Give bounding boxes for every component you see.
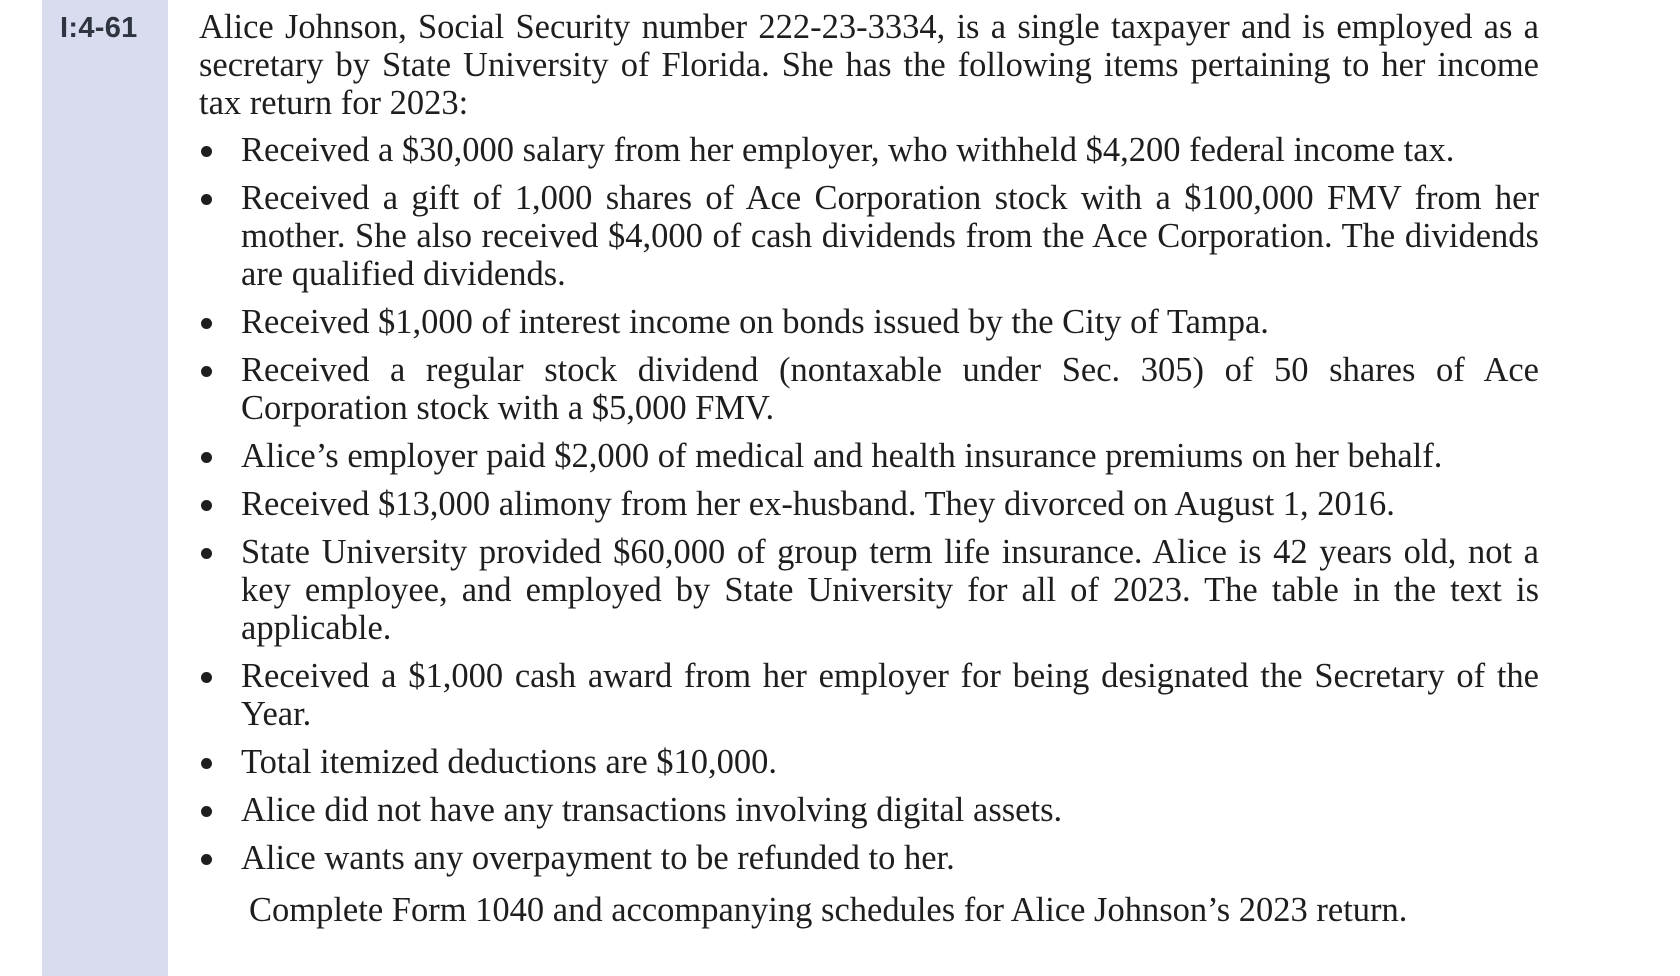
- bullet-icon: [201, 194, 212, 205]
- bullet-icon: [201, 452, 212, 463]
- fact-text: Total itemized deductions are $10,000.: [241, 743, 778, 781]
- fact-item-digital-assets: [199, 791, 1539, 829]
- bullet-icon: [201, 806, 212, 817]
- fact-text: Received a regular stock dividend (nontaxable under Sec. 305) of 50 shares of Ace Corporation stock with a $5,000 FMV.: [241, 351, 1539, 427]
- bullet-icon: [201, 758, 212, 769]
- problem-instruction: Complete Form 1040 and accompanying schedules for Alice Johnson’s 2023 return.: [249, 891, 1408, 929]
- fact-item-itemized-deductions: [199, 743, 1539, 781]
- bullet-icon: [201, 854, 212, 865]
- fact-text: Alice wants any overpayment to be refunded to her.: [241, 839, 955, 877]
- fact-list: [199, 131, 1539, 877]
- fact-text: State University provided $60,000 of group term life insurance. Alice is 42 years old, not a key employee, and employed by State University for all of 2023. The table in the text is applicable.: [241, 533, 1539, 647]
- fact-item-municipal-interest: [199, 303, 1539, 341]
- fact-item-life-insurance: [199, 533, 1539, 647]
- fact-text: Received $1,000 of interest income on bonds issued by the City of Tampa.: [241, 303, 1269, 341]
- fact-item-gift-stock: [199, 179, 1539, 293]
- bullet-icon: [201, 146, 212, 157]
- problem-body: [199, 8, 1539, 929]
- fact-item-salary: [199, 131, 1539, 169]
- bullet-icon: [201, 672, 212, 683]
- problem-intro: Alice Johnson, Social Security number 222-23-3334, is a single taxpayer and is employed as a secretary by State University of Florida. She has the following items pertaining to her income tax return for 2023:: [199, 8, 1539, 122]
- bullet-icon: [201, 500, 212, 511]
- problem-number-band: [42, 0, 168, 976]
- fact-item-stock-dividend: [199, 351, 1539, 427]
- fact-text: Received a $1,000 cash award from her employer for being designated the Secretary of the Year.: [241, 657, 1539, 733]
- fact-item-refund: [199, 839, 1539, 877]
- fact-text: Alice’s employer paid $2,000 of medical and health insurance premiums on her behalf.: [241, 437, 1443, 475]
- bullet-icon: [201, 366, 212, 377]
- fact-item-cash-award: [199, 657, 1539, 733]
- bullet-icon: [201, 318, 212, 329]
- fact-text: Received a $30,000 salary from her employer, who withheld $4,200 federal income tax.: [241, 131, 1455, 169]
- problem-number: I:4-61: [60, 12, 138, 44]
- fact-item-health-premiums: [199, 437, 1539, 475]
- fact-text: Received $13,000 alimony from her ex-husband. They divorced on August 1, 2016.: [241, 485, 1395, 523]
- bullet-icon: [201, 548, 212, 559]
- fact-text: Received a gift of 1,000 shares of Ace Corporation stock with a $100,000 FMV from her mother. She also received $4,000 of cash dividends from the Ace Corporation. The dividends are qualified dividends.: [241, 179, 1539, 293]
- fact-item-alimony: [199, 485, 1539, 523]
- fact-text: Alice did not have any transactions involving digital assets.: [241, 791, 1063, 829]
